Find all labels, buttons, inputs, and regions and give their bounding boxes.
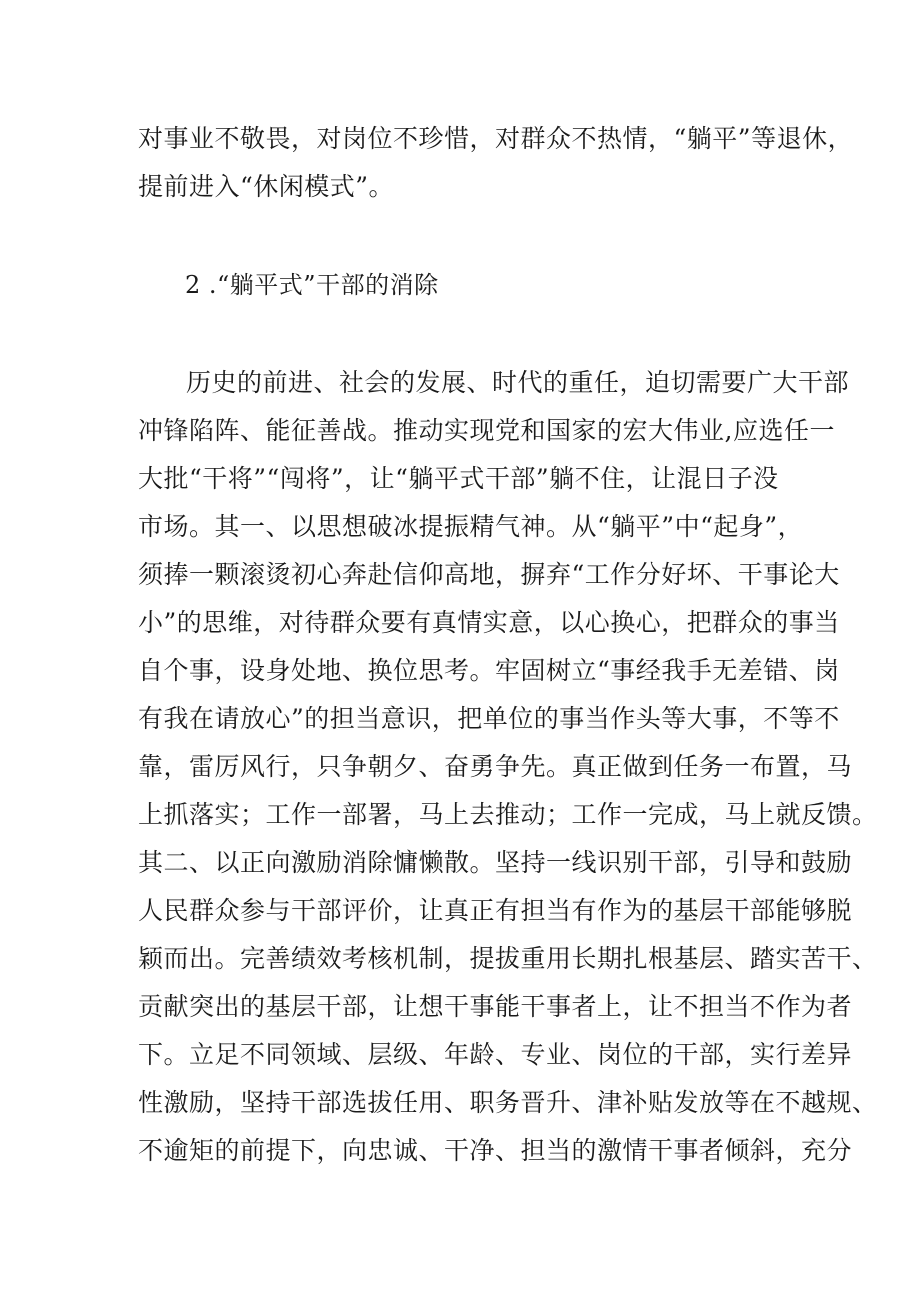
body-line-13: 颖而出。完善绩效考核机制，提拔重用长期扎根基层、踏实苦干、	[138, 944, 878, 973]
body-line-16: 性激励，坚持干部选拔任用、职务晋升、津补贴发放等在不越规、	[138, 1088, 878, 1117]
intro-line-1: 对事业不敬畏，对岗位不珍惜，对群众不热情，“躺平”等退休，	[138, 124, 854, 153]
body-line-4: 市场。其一、以思想破冰提振精气神。从“躺平”中“起身”，	[138, 512, 804, 541]
body-line-15: 下。立足不同领域、层级、年龄、专业、岗位的干部，实行差异	[138, 1040, 853, 1069]
body-line-10: 上抓落实；工作一部署，马上去推动；工作一完成，马上就反馈。	[138, 800, 878, 829]
body-line-5: 须捧一颗滚烫初心奔赴信仰高地，摒弃“工作分好坏、干事论大	[138, 560, 840, 589]
body-line-1: 历史的前进、社会的发展、时代的重任，迫切需要广大干部	[186, 368, 850, 397]
body-line-7: 自个事，设身处地、换位思考。牢固树立“事经我手无差错、岗	[138, 656, 840, 685]
intro-line-2: 提前进入“休闲模式”。	[138, 172, 395, 201]
body-line-14: 贡献突出的基层干部，让想干事能干事者上，让不担当不作为者	[138, 992, 853, 1021]
body-line-12: 人民群众参与干部评价，让真正有担当有作为的基层干部能够脱	[138, 896, 853, 925]
section-heading: 2 .“躺平式”干部的消除	[185, 271, 439, 299]
body-line-2: 冲锋陷阵、能征善战。推动实现党和国家的宏大伟业,应选任一	[138, 416, 835, 445]
body-line-8: 有我在请放心”的担当意识，把单位的事当作头等大事，不等不	[138, 704, 840, 733]
body-line-3: 大批“干将”“闯将”，让“躺平式干部”躺不住，让混日子没	[138, 464, 779, 493]
body-line-17: 不逾矩的前提下，向忠诚、干净、担当的激情干事者倾斜，充分	[138, 1136, 853, 1165]
body-line-11: 其二、以正向激励消除慵懒散。坚持一线识别干部，引导和鼓励	[138, 848, 853, 877]
body-line-6: 小”的思维，对待群众要有真情实意，以心换心，把群众的事当	[138, 608, 840, 637]
body-line-9: 靠，雷厉风行，只争朝夕、奋勇争先。真正做到任务一布置，马	[138, 752, 853, 781]
